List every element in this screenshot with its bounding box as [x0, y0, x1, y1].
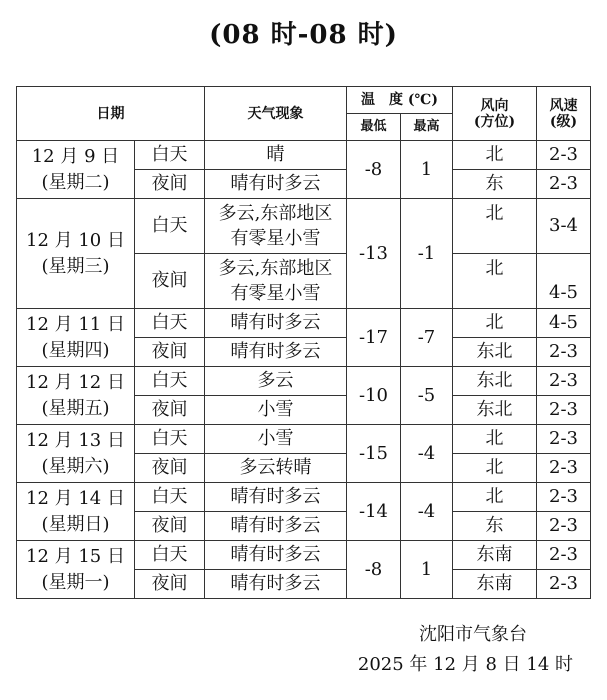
- table-row: [17, 309, 591, 338]
- header-wind-speed-line1: 风速: [549, 97, 578, 114]
- temp-high-cell: -7: [401, 309, 453, 367]
- wind-direction-cell: 北: [453, 199, 537, 254]
- period-label: 白天: [135, 141, 205, 170]
- temp-high-cell: -4: [401, 483, 453, 541]
- date-cell: [17, 141, 135, 199]
- table-row: [17, 141, 591, 170]
- wind-speed-cell: 3-4: [537, 199, 591, 254]
- date-text: 12 月 15 日: [26, 545, 125, 567]
- wind-speed-cell: 2-3: [537, 396, 591, 425]
- weekday-text: (星期三): [41, 255, 110, 277]
- temp-high-cell: -5: [401, 367, 453, 425]
- weekday-text: (星期六): [41, 455, 110, 477]
- wind-direction-cell: 东南: [453, 541, 537, 570]
- wind-direction-cell: 东北: [453, 396, 537, 425]
- issuer: 沈阳市气象台: [419, 624, 527, 645]
- table-row: [17, 199, 591, 254]
- date-cell: [17, 541, 135, 599]
- period-label: 白天: [135, 309, 205, 338]
- weather-cell: 晴有时多云: [205, 570, 347, 599]
- wind-direction-cell: 北: [453, 309, 537, 338]
- table-row: [17, 425, 591, 454]
- table-row: [17, 541, 591, 570]
- temp-low-cell: -10: [347, 367, 401, 425]
- period-label: 白天: [135, 199, 205, 254]
- wind-direction-cell: 东: [453, 512, 537, 541]
- header-wind-direction-line2: (方位): [473, 113, 516, 130]
- temp-low-cell: -8: [347, 141, 401, 199]
- weather-cell: 多云: [205, 367, 347, 396]
- weekday-text: (星期五): [41, 397, 110, 419]
- temp-high-cell: 1: [401, 541, 453, 599]
- table-row: [17, 367, 591, 396]
- wind-speed-cell: 2-3: [537, 483, 591, 512]
- date-cell: [17, 199, 135, 309]
- temp-high-cell: -4: [401, 425, 453, 483]
- date-text: 12 月 14 日: [26, 487, 125, 509]
- date-cell: [17, 425, 135, 483]
- temp-high-cell: -1: [401, 199, 453, 309]
- header-temp-low: 最低: [347, 114, 401, 141]
- period-label: 夜间: [135, 512, 205, 541]
- weather-cell: 晴有时多云: [205, 512, 347, 541]
- temp-low-cell: -14: [347, 483, 401, 541]
- period-label: 白天: [135, 483, 205, 512]
- wind-speed-cell: 4-5: [537, 254, 591, 309]
- header-temperature: 温 度 (℃): [347, 87, 453, 114]
- weather-cell: 小雪: [205, 425, 347, 454]
- wind-speed-cell: 2-3: [537, 338, 591, 367]
- date-text: 12 月 12 日: [26, 371, 125, 393]
- temp-high-cell: 1: [401, 141, 453, 199]
- header-wind-speed: [537, 87, 591, 141]
- weather-cell: 晴有时多云: [205, 170, 347, 199]
- wind-direction-cell: 北: [453, 425, 537, 454]
- weekday-text: (星期二): [41, 171, 110, 193]
- wind-speed-cell: 2-3: [537, 541, 591, 570]
- issued-time: 2025 年 12 月 8 日 14 时: [357, 654, 573, 675]
- header-weather: 天气现象: [205, 87, 347, 141]
- weekday-text: (星期一): [41, 571, 110, 593]
- date-cell: [17, 367, 135, 425]
- wind-speed-cell: 2-3: [537, 512, 591, 541]
- header-wind-direction-line1: 风向: [480, 97, 509, 114]
- wind-direction-cell: 北: [453, 141, 537, 170]
- weather-cell: 晴有时多云: [205, 309, 347, 338]
- date-cell: [17, 483, 135, 541]
- temp-low-cell: -13: [347, 199, 401, 309]
- wind-speed-cell: 2-3: [537, 454, 591, 483]
- table-row: [17, 483, 591, 512]
- wind-direction-cell: 北: [453, 454, 537, 483]
- header-temp-high: 最高: [401, 114, 453, 141]
- weather-cell: 多云,东部地区有零星小雪: [205, 254, 347, 309]
- date-text: 12 月 10 日: [26, 229, 125, 251]
- wind-direction-cell: 北: [453, 254, 537, 309]
- weather-cell: 晴有时多云: [205, 483, 347, 512]
- wind-direction-cell: 东: [453, 170, 537, 199]
- date-text: 12 月 9 日: [31, 145, 120, 167]
- wind-direction-cell: 东北: [453, 367, 537, 396]
- weather-cell: 晴: [205, 141, 347, 170]
- period-label: 夜间: [135, 338, 205, 367]
- header-wind-direction: [453, 87, 537, 141]
- weather-cell: 小雪: [205, 396, 347, 425]
- wind-speed-cell: 2-3: [537, 367, 591, 396]
- forecast-body: [17, 141, 591, 599]
- date-text: 12 月 11 日: [26, 313, 125, 335]
- weekday-text: (星期四): [41, 339, 110, 361]
- wind-direction-cell: 北: [453, 483, 537, 512]
- weather-cell: 多云转晴: [205, 454, 347, 483]
- header-wind-speed-line2: (级): [549, 113, 578, 130]
- temp-low-cell: -17: [347, 309, 401, 367]
- wind-speed-cell: 2-3: [537, 570, 591, 599]
- page-title: (08 时-08 时): [209, 20, 398, 50]
- header-date: 日期: [17, 87, 205, 141]
- period-label: 白天: [135, 425, 205, 454]
- wind-speed-cell: 2-3: [537, 170, 591, 199]
- weather-cell: 晴有时多云: [205, 338, 347, 367]
- wind-speed-cell: 4-5: [537, 309, 591, 338]
- period-label: 夜间: [135, 570, 205, 599]
- period-label: 夜间: [135, 454, 205, 483]
- wind-direction-cell: 东北: [453, 338, 537, 367]
- wind-direction-cell: 东南: [453, 570, 537, 599]
- weather-cell: 晴有时多云: [205, 541, 347, 570]
- period-label: 夜间: [135, 170, 205, 199]
- period-label: 夜间: [135, 254, 205, 309]
- weekday-text: (星期日): [41, 513, 110, 535]
- period-label: 白天: [135, 367, 205, 396]
- weather-cell: 多云,东部地区有零星小雪: [205, 199, 347, 254]
- forecast-table: [16, 86, 591, 599]
- temp-low-cell: -15: [347, 425, 401, 483]
- date-text: 12 月 13 日: [26, 429, 125, 451]
- wind-speed-cell: 2-3: [537, 141, 591, 170]
- period-label: 夜间: [135, 396, 205, 425]
- date-cell: [17, 309, 135, 367]
- wind-speed-cell: 2-3: [537, 425, 591, 454]
- temp-low-cell: -8: [347, 541, 401, 599]
- period-label: 白天: [135, 541, 205, 570]
